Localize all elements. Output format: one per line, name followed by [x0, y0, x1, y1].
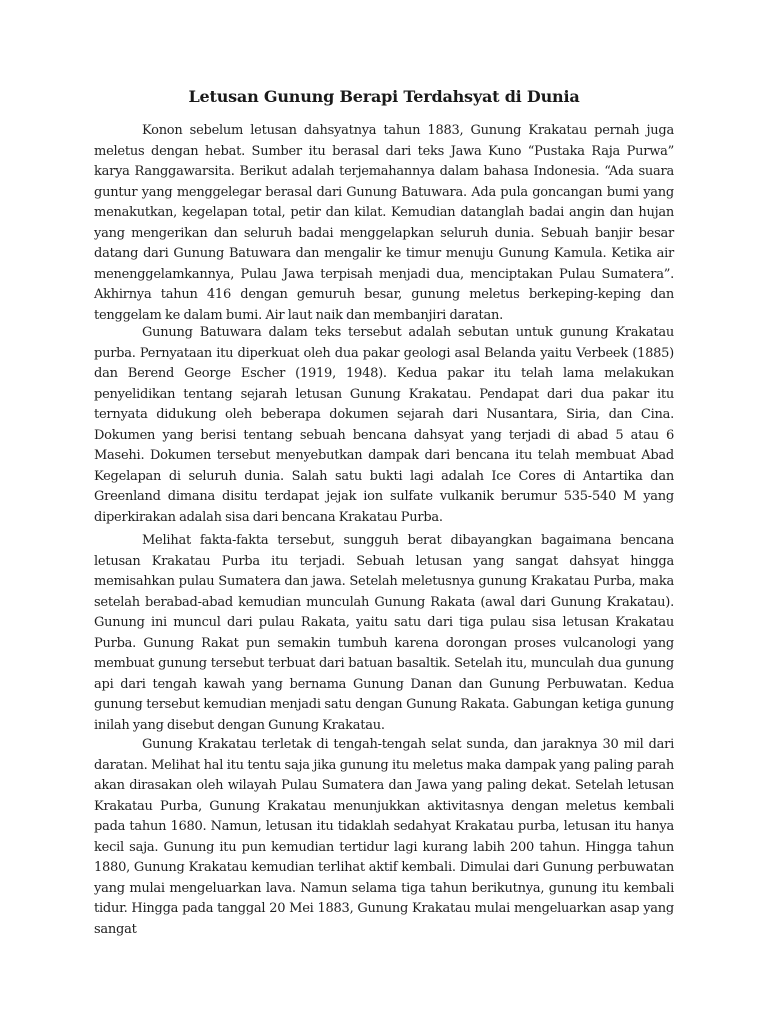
paragraph-3: Melihat fakta-fakta tersebut, sungguh berat dibayangkan bagaimana bencana letusan Krakatau Purba itu terjadi. Sebuah letusan yang sangat dahsyat hingga memisahkan pulau Sumatera dan jawa. Setelah meletusnya gunung Krakatau Purba, maka setelah berabad-abad kemudian munculah Gunung Rakata (awal dari Gunung Krakatau). Gunung ini muncul dari pulau Rakata, yaitu satu dari tiga pulau sisa letusan Krakatau Purba. Gunung Rakat pun semakin tumbuh karena dorongan proses vulcanologi yang membuat gunung tersebut terbuat dari batuan basaltik. Setelah itu, munculah dua gunung api dari tengah kawah yang bernama Gunung Danan dan Gunung Perbuwatan. Kedua gunung tersebut kemudian menjadi satu dengan Gunung Rakata. Gabungan ketiga gunung inilah yang disebut dengan Gunung Krakatau.	[94, 533, 674, 733]
paragraph-4: Gunung Krakatau terletak di tengah-tengah selat sunda, dan jaraknya 30 mil dari daratan. Melihat hal itu tentu saja jika gunung itu meletus maka dampak yang paling parah akan dirasakan oleh wilayah Pulau Sumatera dan Jawa yang paling dekat. Setelah letusan Krakatau Purba, Gunung Krakatau menunjukkan aktivitasnya dengan meletus kembali pada tahun 1680. Namun, letusan itu tidaklah sedahyat Krakatau purba, letusan itu hanya kecil saja. Gunung itu pun kemudian tertidur lagi kurang labih 200 tahun. Hingga tahun 1880, Gunung Krakatau kemudian terlihat aktif kembali. Dimulai dari Gunung perbuwatan yang mulai mengeluarkan lava. Namun selama tiga tahun berikutnya, gunung itu kembali tidur. Hingga pada tanggal 20 Mei 1883, Gunung Krakatau mulai mengeluarkan asap yang sangat	[94, 737, 674, 937]
paragraph-2: Gunung Batuwara dalam teks tersebut adalah sebutan untuk gunung Krakatau purba. Pernyataan itu diperkuat oleh dua pakar geologi asal Belanda yaitu Verbeek (1885) dan Berend George Escher (1919, 1948). Kedua pakar itu telah lama melakukan penyelidikan tentang sejarah letusan Gunung Krakatau. Pendapat dari dua pakar itu ternyata didukung oleh beberapa dokumen sejarah dari Nusantara, Siria, dan Cina. Dokumen yang berisi tentang sebuah bencana dahsyat yang terjadi di abad 5 atau 6 Masehi. Dokumen tersebut menyebutkan dampak dari bencana itu telah membuat Abad Kegelapan di seluruh dunia. Salah satu bukti lagi adalah Ice Cores di Antartika dan Greenland dimana disitu terdapat jejak ion sulfate vulkanik berumur 535-540 M yang diperkirakan adalah sisa dari bencana Krakatau Purba.	[94, 325, 674, 525]
document-title: Letusan Gunung Berapi Terdahsyat di Dunia	[188, 87, 580, 106]
paragraph-1: Konon sebelum letusan dahsyatnya tahun 1883, Gunung Krakatau pernah juga meletus dengan hebat. Sumber itu berasal dari teks Jawa Kuno “Pustaka Raja Purwa” karya Ranggawarsita. Berikut adalah terjemahannya dalam bahasa Indonesia. “Ada suara guntur yang menggelegar berasal dari Gunung Batuwara. Ada pula goncangan bumi yang menakutkan, kegelapan total, petir dan kilat. Kemudian datanglah badai angin dan hujan yang mengerikan dan seluruh badai menggelapkan seluruh dunia. Sebuah banjir besar datang dari Gunung Batuwara dan mengalir ke timur menuju Gunung Kamula. Ketika air menenggelamkannya, Pulau Jawa terpisah menjadi dua, menciptakan Pulau Sumatera”. Akhirnya tahun 416 dengan gemuruh besar, gunung meletus berkeping-keping dan tenggelam ke dalam bumi. Air laut naik dan membanjiri daratan.	[94, 123, 674, 323]
